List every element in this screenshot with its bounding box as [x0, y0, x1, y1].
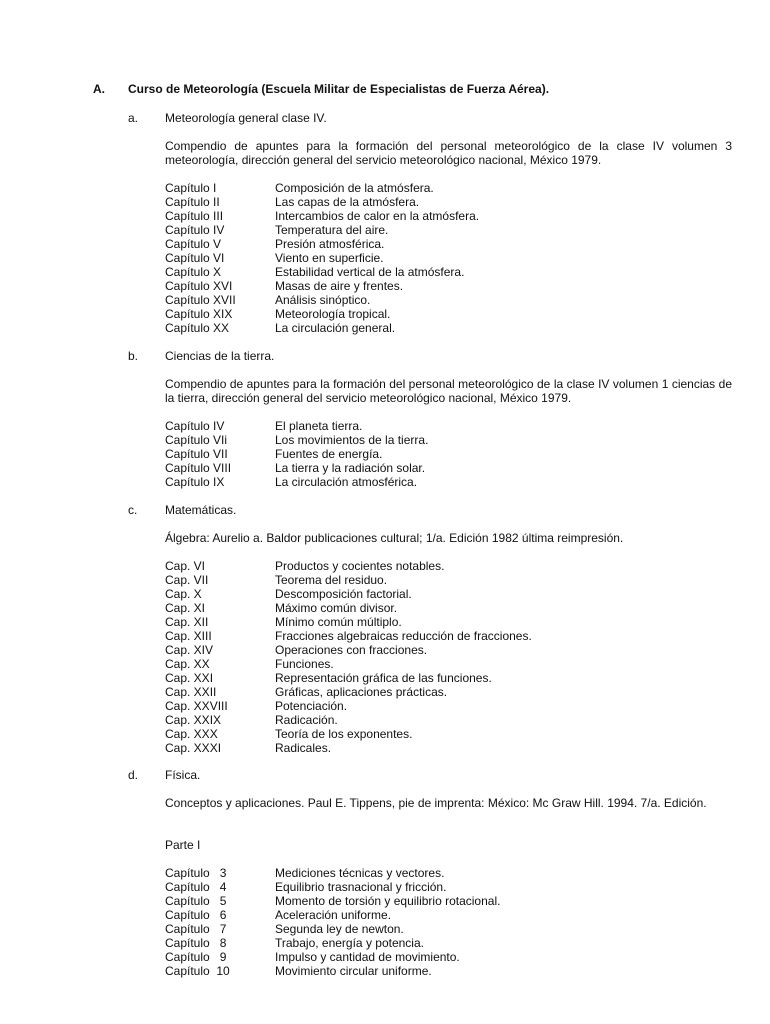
subsection-a-heading — [128, 111, 327, 125]
chapter-title: Mínimo común múltiplo. — [275, 615, 402, 629]
chapter-title: Estabilidad vertical de la atmósfera. — [275, 265, 465, 279]
chapter-title: Gráficas, aplicaciones prácticas. — [275, 685, 448, 699]
subsection-c-chapter-list — [165, 559, 532, 755]
chapter-title: Trabajo, energía y potencia. — [275, 936, 424, 950]
chapter-number: Capítulo II — [165, 195, 220, 209]
chapter-number: Cap. XXVIII — [165, 699, 228, 713]
section-title: Curso de Meteorología (Escuela Militar de Especialistas de Fuerza Aérea). — [128, 82, 550, 96]
chapter-row — [165, 601, 532, 615]
chapter-row — [165, 307, 479, 321]
chapter-row — [165, 950, 500, 964]
chapter-title: Aceleración uniforme. — [275, 908, 392, 922]
chapter-row — [165, 699, 532, 713]
chapter-number: Cap. XXXI — [165, 741, 222, 755]
subsection-d-part: Parte I — [165, 838, 201, 852]
chapter-number: Capítulo 9 — [165, 950, 227, 964]
chapter-row — [165, 866, 500, 880]
chapter-number: Capítulo V — [165, 237, 222, 251]
subsection-c-title: Matemáticas. — [165, 503, 237, 517]
chapter-row — [165, 265, 479, 279]
chapter-number: Cap. XX — [165, 657, 210, 671]
subsection-b-letter: b. — [128, 349, 139, 363]
chapter-title: Radicales. — [275, 741, 332, 755]
chapter-title: Máximo común divisor. — [275, 601, 398, 615]
chapter-title: La circulación general. — [275, 321, 396, 335]
chapter-title: Las capas de la atmósfera. — [275, 195, 420, 209]
chapter-row — [165, 615, 532, 629]
chapter-number: Capítulo XX — [165, 321, 230, 335]
chapter-row — [165, 475, 428, 489]
subsection-b-chapter-list — [165, 419, 428, 489]
chapter-row — [165, 657, 532, 671]
chapter-row — [165, 237, 479, 251]
chapter-row — [165, 964, 500, 978]
subsection-b-title: Ciencias de la tierra. — [165, 349, 275, 363]
chapter-number: Cap. XII — [165, 615, 209, 629]
chapter-number: Capítulo IV — [165, 419, 225, 433]
subsection-b-heading — [128, 349, 274, 363]
chapter-row — [165, 559, 532, 573]
chapter-row — [165, 727, 532, 741]
chapter-row — [165, 922, 500, 936]
chapter-number: Capítulo 10 — [165, 964, 230, 978]
chapter-title: Operaciones con fracciones. — [275, 643, 428, 657]
chapter-row — [165, 587, 532, 601]
chapter-row — [165, 419, 428, 433]
subsection-a-letter: a. — [128, 111, 139, 125]
chapter-row — [165, 908, 500, 922]
chapter-number: Capítulo I — [165, 181, 217, 195]
chapter-number: Capítulo 3 — [165, 866, 227, 880]
chapter-title: El planeta tierra. — [275, 419, 363, 433]
section-letter: A. — [93, 82, 105, 96]
chapter-title: Momento de torsión y equilibrio rotacional. — [275, 894, 501, 908]
chapter-title: Productos y cocientes notables. — [275, 559, 445, 573]
chapter-number: Cap. XIV — [165, 643, 214, 657]
chapter-title: Masas de aire y frentes. — [275, 279, 404, 293]
subsection-d-letter: d. — [128, 768, 139, 782]
chapter-number: Capítulo III — [165, 209, 224, 223]
chapter-row — [165, 321, 479, 335]
chapter-title: Teorema del residuo. — [275, 573, 388, 587]
section-heading — [93, 82, 549, 96]
chapter-row — [165, 279, 479, 293]
chapter-title: La circulación atmosférica. — [275, 475, 418, 489]
chapter-title: La tierra y la radiación solar. — [275, 461, 426, 475]
chapter-title: Los movimientos de la tierra. — [275, 433, 429, 447]
chapter-row — [165, 209, 479, 223]
chapter-row — [165, 293, 479, 307]
chapter-row — [165, 880, 500, 894]
subsection-d-description: Conceptos y aplicaciones. Paul E. Tippens, pie de imprenta: México: Mc Graw Hill. 1994. 7/a. Edición. — [165, 796, 707, 810]
chapter-number: Capítulo IX — [165, 475, 225, 489]
subsection-c-heading — [128, 503, 236, 517]
chapter-number: Capítulo XVI — [165, 279, 233, 293]
subsection-c-letter: c. — [128, 503, 138, 517]
chapter-number: Cap. XXII — [165, 685, 217, 699]
subsection-d-title: Física. — [165, 768, 201, 782]
chapter-number: Cap. VII — [165, 573, 209, 587]
chapter-row — [165, 936, 500, 950]
subsection-d-chapter-list — [165, 866, 500, 978]
chapter-row — [165, 643, 532, 657]
chapter-number: Cap. XXI — [165, 671, 214, 685]
chapter-number: Capítulo XVII — [165, 293, 236, 307]
chapter-row — [165, 181, 479, 195]
chapter-title: Descomposición factorial. — [275, 587, 412, 601]
chapter-row — [165, 573, 532, 587]
chapter-row — [165, 433, 428, 447]
chapter-row — [165, 629, 532, 643]
chapter-title: Impulso y cantidad de movimiento. — [275, 950, 460, 964]
chapter-title: Funciones. — [275, 657, 334, 671]
chapter-number: Cap. XIII — [165, 629, 212, 643]
chapter-number: Capítulo 6 — [165, 908, 227, 922]
chapter-number: Capítulo 4 — [165, 880, 227, 894]
subsection-d-heading — [128, 768, 200, 782]
chapter-number: Capítulo 5 — [165, 894, 227, 908]
chapter-title: Equilibrio trasnacional y fricción. — [275, 880, 447, 894]
chapter-row — [165, 894, 500, 908]
subsection-c-description: Álgebra: Aurelio a. Baldor publicaciones cultural; 1/a. Edición 1982 última reimpresión. — [165, 531, 624, 545]
chapter-title: Viento en superficie. — [275, 251, 384, 265]
chapter-title: Teoría de los exponentes. — [275, 727, 413, 741]
chapter-title: Radicación. — [275, 713, 338, 727]
chapter-title: Intercambios de calor en la atmósfera. — [275, 209, 480, 223]
subsection-a-title: Meteorología general clase IV. — [165, 111, 327, 125]
chapter-title: Mediciones técnicas y vectores. — [275, 866, 445, 880]
chapter-number: Capítulo 7 — [165, 922, 227, 936]
chapter-number: Cap. VI — [165, 559, 206, 573]
chapter-row — [165, 461, 428, 475]
chapter-number: Capítulo VII — [165, 447, 228, 461]
chapter-row — [165, 223, 479, 237]
chapter-title: Fuentes de energía. — [275, 447, 383, 461]
chapter-title: Composición de la atmósfera. — [275, 181, 434, 195]
chapter-title: Análisis sinóptico. — [275, 293, 371, 307]
chapter-row — [165, 685, 532, 699]
chapter-number: Capítulo 8 — [165, 936, 227, 950]
chapter-title: Meteorología tropical. — [275, 307, 391, 321]
chapter-row — [165, 251, 479, 265]
subsection-a-chapter-list — [165, 181, 479, 335]
chapter-title: Temperatura del aire. — [275, 223, 389, 237]
chapter-number: Capítulo XIX — [165, 307, 233, 321]
chapter-number: Capítulo X — [165, 265, 222, 279]
chapter-number: Cap. XXIX — [165, 713, 222, 727]
chapter-title: Movimiento circular uniforme. — [275, 964, 432, 978]
chapter-title: Presión atmosférica. — [275, 237, 385, 251]
chapter-title: Potenciación. — [275, 699, 348, 713]
chapter-number: Cap. X — [165, 587, 202, 601]
chapter-row — [165, 671, 532, 685]
chapter-row — [165, 713, 532, 727]
chapter-title: Fracciones algebraicas reducción de fracciones. — [275, 629, 532, 643]
chapter-number: Capítulo VIII — [165, 461, 232, 475]
chapter-title: Segunda ley de newton. — [275, 922, 404, 936]
subsection-b-description: Compendio de apuntes para la formación del personal meteorológico de la clase IV volumen 1 ciencias de la tierra, dirección general del servicio meteorológico nacional, México 1979. — [165, 377, 732, 405]
chapter-number: Capítulo VIi — [165, 433, 228, 447]
chapter-number: Capítulo VI — [165, 251, 225, 265]
chapter-row — [165, 741, 532, 755]
chapter-row — [165, 195, 479, 209]
chapter-title: Representación gráfica de las funciones. — [275, 671, 492, 685]
chapter-number: Cap. XI — [165, 601, 206, 615]
chapter-row — [165, 447, 428, 461]
subsection-a-description: Compendio de apuntes para la formación del personal meteorológico de la clase IV volumen 3 meteorología, dirección general del servicio meteorológico nacional, México 1979. — [165, 139, 732, 167]
chapter-number: Cap. XXX — [165, 727, 218, 741]
chapter-number: Capítulo IV — [165, 223, 225, 237]
